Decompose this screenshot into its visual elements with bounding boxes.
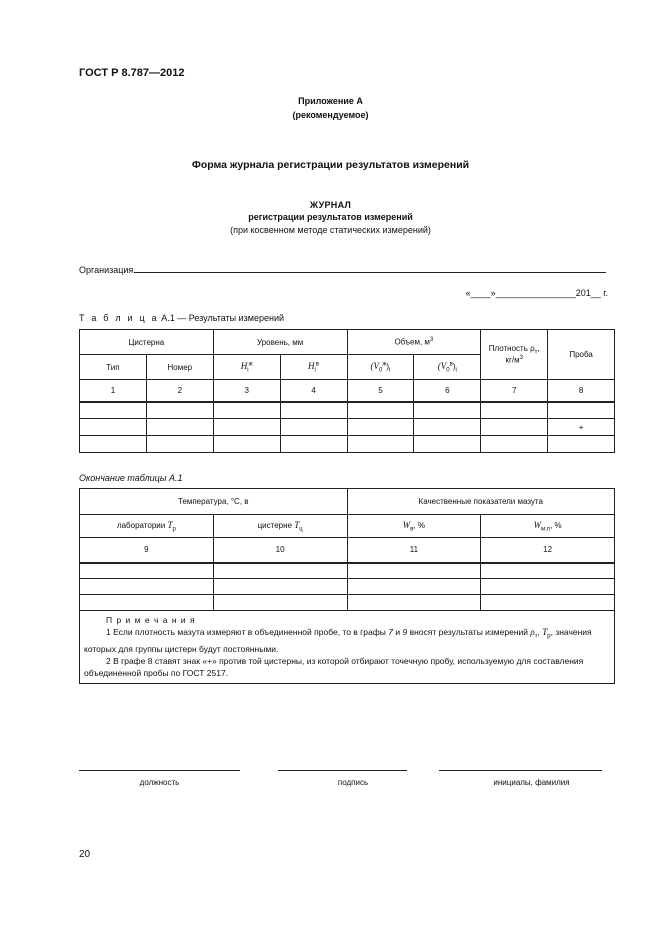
table1-header-tank: Цистерна — [80, 330, 214, 355]
table2-header-impurities: $W_{м.п}$, % — [481, 515, 615, 538]
page-number: 20 — [79, 849, 91, 860]
table-cell — [548, 436, 615, 453]
table1-header-density: Плотность $\rho_т$, $кг/м^3$ — [481, 330, 548, 380]
table2-header-water-content: $W_в$, % — [347, 515, 481, 538]
journal-method: (при косвенном методе статических измерений) — [230, 225, 431, 235]
table-cell — [481, 419, 548, 436]
results-table — [79, 329, 615, 453]
table2-group-header-row — [80, 489, 615, 515]
table-cell — [213, 579, 347, 595]
signature-line-name — [439, 770, 602, 771]
table-row — [80, 579, 615, 595]
table-cell — [280, 419, 347, 436]
table-cell — [146, 436, 213, 453]
table1-caption-text: А.1 — Результаты измерений — [161, 313, 285, 323]
table-cell — [548, 402, 615, 419]
notes-block — [80, 611, 615, 684]
table1-col-number: 2 — [146, 380, 213, 402]
table-cell — [347, 419, 414, 436]
table1-column-numbers-row — [80, 380, 615, 402]
table1-col-number: 1 — [80, 380, 147, 402]
table-cell — [213, 563, 347, 579]
table1-continuation-caption: Окончание таблицы А.1 — [79, 473, 183, 483]
note-2: 2 В графе 8 ставят знак «+» против той цистерны, из которой отбирают точечную пробу, используемую для составления объединенной пробы по ГОСТ 2517. — [84, 655, 584, 678]
table1-header-type: Тип — [80, 355, 147, 380]
journal-subtitle: регистрации результатов измерений — [248, 212, 413, 222]
table1-header-volume: Объем, $м^3$ — [347, 330, 481, 355]
signature-label-name: инициалы, фамилия — [493, 778, 570, 787]
table1-caption — [79, 313, 284, 323]
table-cell — [347, 436, 414, 453]
organization-label: Организация — [79, 265, 134, 275]
date-field: «____»________________201__ г. — [465, 288, 608, 298]
table-cell — [481, 579, 615, 595]
table2-col-number: 11 — [347, 538, 481, 563]
table-cell — [280, 436, 347, 453]
signature-line-signature — [278, 770, 407, 771]
table1-caption-word: Т а б л и ц а — [79, 313, 159, 323]
table1-col-number: 3 — [213, 380, 280, 402]
table1-header-v-liquid: $(V_0^ж)_i$ — [347, 355, 414, 380]
table2-sub-header-row — [80, 515, 615, 538]
table-row — [80, 563, 615, 579]
table1-group-header-row — [80, 330, 615, 355]
table1-col-number: 7 — [481, 380, 548, 402]
table1-col-number: 5 — [347, 380, 414, 402]
table-cell — [213, 419, 280, 436]
appendix-status: (рекомендуемое) — [292, 110, 369, 120]
signature-label-signature: подпись — [337, 778, 369, 787]
organization-field — [79, 263, 606, 275]
table-cell — [481, 436, 548, 453]
table-cell — [347, 579, 481, 595]
table-row — [80, 419, 615, 436]
table1-header-h-liquid: $H_i^ж$ — [213, 355, 280, 380]
sample-mark-cell: + — [548, 419, 615, 436]
signature-line-position — [79, 770, 240, 771]
table-cell — [414, 402, 481, 419]
table1-col-number: 8 — [548, 380, 615, 402]
table-cell — [414, 419, 481, 436]
table-cell — [80, 436, 147, 453]
table-cell — [213, 595, 347, 611]
table-cell — [347, 595, 481, 611]
signature-label-position: должность — [139, 778, 180, 787]
table-row — [80, 595, 615, 611]
notes-heading: П р и м е ч а н и я — [106, 615, 196, 625]
table2-header-temperature: Температура, °С, в — [80, 489, 348, 515]
table2-col-number: 10 — [213, 538, 347, 563]
organization-fill-line — [134, 263, 606, 273]
table-cell — [80, 402, 147, 419]
table2-col-number: 9 — [80, 538, 214, 563]
table1-header-h-water: $H_i^в$ — [280, 355, 347, 380]
form-title: Форма журнала регистрации результатов измерений — [191, 159, 470, 171]
table2-column-numbers-row — [80, 538, 615, 563]
table-cell — [80, 563, 214, 579]
table-cell — [481, 595, 615, 611]
table1-header-level: Уровень, мм — [213, 330, 347, 355]
table1-header-number: Номер — [146, 355, 213, 380]
note-1: 1 Если плотность мазута измеряют в объединенной пробе, то в графы 7 и 9 вносят результаты измерений $\rho_т$, $T_р$, значения которых для группы цистерн будут постоянными. — [84, 627, 592, 654]
notes-row — [80, 611, 615, 684]
table-cell — [347, 402, 414, 419]
table-row — [80, 436, 615, 453]
journal-title: ЖУРНАЛ — [309, 200, 352, 210]
table2-header-quality: Качественные показатели мазута — [347, 489, 615, 515]
table-row — [80, 402, 615, 419]
table1-col-number: 6 — [414, 380, 481, 402]
table1-header-sample: Проба — [548, 330, 615, 380]
table2-header-lab-temp: лаборатории $T_р$ — [80, 515, 214, 538]
table1-col-number: 4 — [280, 380, 347, 402]
table-cell — [80, 579, 214, 595]
table-cell — [481, 402, 548, 419]
table-cell — [146, 419, 213, 436]
table-cell — [481, 563, 615, 579]
table-cell — [280, 402, 347, 419]
table-cell — [347, 563, 481, 579]
table2-header-tank-temp: цистерне $T_ц$ — [213, 515, 347, 538]
table-cell — [213, 402, 280, 419]
table-cell — [414, 436, 481, 453]
results-table-continuation — [79, 488, 615, 684]
standard-number: ГОСТ Р 8.787—2012 — [79, 67, 185, 79]
table-cell — [80, 419, 147, 436]
appendix-label: Приложение А — [298, 96, 363, 106]
table1-header-v-water: $(V_0^в)_i$ — [414, 355, 481, 380]
table-cell — [146, 402, 213, 419]
table-cell — [80, 595, 214, 611]
table2-col-number: 12 — [481, 538, 615, 563]
table-cell — [213, 436, 280, 453]
